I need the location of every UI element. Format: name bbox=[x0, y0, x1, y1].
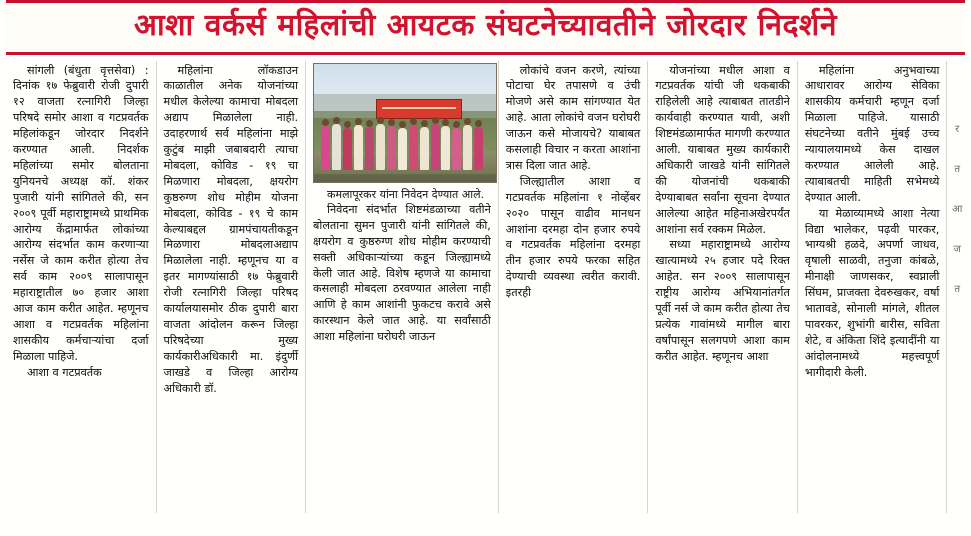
paragraph: महिलांना अनुभवाच्या आधारावर आरोग्य सेविका शासकीय कर्मचारी म्हणून दर्जा मिळाला पाहिजे. यासाठी संघटनेच्या वतीने मुंबई उच्च न्यायालयामध्ये केस दाखल करण्यात आलेली आहे. त्याबाबतची माहिती सभेमध्ये देण्यात आली. bbox=[804, 63, 940, 204]
article-column-5 bbox=[647, 61, 797, 513]
crowd-group bbox=[314, 104, 496, 170]
headline-banner bbox=[6, 0, 965, 55]
article-column-2 bbox=[156, 61, 306, 513]
paragraph: महिलांना लॉकडाउन काळातील अनेक योजनांच्या मधील केलेल्या कामाचा मोबदला अद्याप मिळालेला नाही. उदाहरणार्थ सर्व महिलांना माझे कुटुंब माझी जबाबदारी त्याचा मोबदला, कोविड - १९ चा मिळणारा मोबदला, क्षयरोग कुष्ठरुग्ण शोध मोहीम योजना मोबदला, कोविड - १९ चे काम केल्याबद्दल ग्रामपंचायतीकडून मिळणारा मोबदलाअद्याप मिळालेला नाही. म्हणूनच या व इतर मागण्यांसाठी १७ फेब्रुवारी रोजी रत्नागिरी जिल्हा परिषद कार्यालयासमोर ठीक दुपारी बारा वाजता आंदोलन करून जिल्हा परिषदेच्या मुख्य कार्यकारीअधिकारी मा. इंदुर्णी जाखडे व जिल्हा आरोग्य अधिकारी डॉ. bbox=[163, 63, 299, 395]
edge-char: त bbox=[954, 283, 961, 295]
paragraph: योजनांच्या मधील आशा व गटप्रवर्तक यांची जी थकबाकी राहिलेली आहे त्याबाबत तातडीने कार्यवाही करण्यात यावी, अशी शिष्टमंडळामार्फत मागणी करण्यात आली. याबाबत मुख्य कार्यकारी अधिकारी जाखडे यांनी सांगितले की योजनांची थकबाकी देण्याबाबत सर्वांना सूचना देण्यात आलेल्या आहेत महिनाअखेरपर्यंत आशांना सर्व रक्कम मिळेल. bbox=[655, 63, 790, 236]
edge-char: ज bbox=[953, 243, 961, 255]
paragraph: सध्या महाराष्ट्रामध्ये आरोग्य खात्यामध्ये २५ हजार पदे रिक्त आहेत. सन २००९ सालापासून राष्ट्रीय आरोग्य अभियानांतर्गत पूर्वी नर्स जे काम करीत होत्या तेच प्रत्येक गावांमध्ये मागील बारा वर्षांपासून सलगपणे आशा काम करीत आहेत. म्हणूनच आशा bbox=[655, 238, 790, 363]
edge-char: त bbox=[954, 163, 961, 175]
paragraph: सांगली (बंधुता वृत्तसेवा) : दिनांक १७ फेब्रुवारी रोजी दुपारी १२ वाजता रत्नागिरी जिल्हा परिषदे समोर आशा व गटप्रवर्तक महिलांकडून जोरदार निदर्शने करण्यात आली. निदर्शक महिलांच्या समोर बोलताना युनियनचे अध्यक्ष कॉ. शंकर पुजारी यांनी सांगितले की, सन २००९ पूर्वी महाराष्ट्रामध्ये प्राथमिक आरोग्य केंद्रामार्फत लोकांच्या आरोग्य संदर्भात काम करणाऱ्या नर्सेस जे काम करीत होत्या तेच सर्व काम २००९ सालापासून महाराष्ट्रातील ७० हजार आशा आज काम करीत आहेत. म्हणूनच आशा व गटप्रवर्तक महिलांना शासकीय कर्मचाऱ्यांचा दर्जा मिळाला पाहिजे. bbox=[13, 63, 149, 363]
page-title: आशा वर्कर्स महिलांची आयटक संघटनेच्यावतीने जोरदार निदर्शने bbox=[134, 8, 837, 43]
edge-char: आ bbox=[952, 203, 963, 215]
paragraph: निवेदना संदर्भात शिष्टमंडळाच्या वतीने बोलताना सुमन पुजारी यांनी सांगितले की, क्षयरोग व कुष्ठरुग्ण शोध मोहीम करण्याची सक्ती अधिकाऱ्यांच्या कडून जिल्ह्यामध्ये केली जात आहे. विशेष म्हणजे या कामाचा कसलाही मोबदला ठरवण्यात आलेला नाही आणि हे काम आशांनी फुकटच करावे असे कारस्थान केले जात आहे. या सर्वांसाठी आशा महिलांना घरोघरी जाऊन bbox=[313, 202, 491, 344]
photo-shadow bbox=[314, 174, 496, 182]
article-column-1 bbox=[6, 61, 156, 513]
news-photo bbox=[313, 63, 497, 183]
article-column-4 bbox=[498, 61, 648, 513]
paragraph: जिल्ह्यातील आशा व गटप्रवर्तक महिलांना १ नोव्हेंबर २०२० पासून वाढीव मानधन आशांना दरमहा दोन हजार रुपये व गटप्रवर्तक महिलांना दरमहा तीन हजार रुपये फरका सहित देण्याची व्यवस्था त्वरीत करावी. इतरही bbox=[505, 174, 641, 300]
page-edge-strip bbox=[946, 61, 967, 513]
photo-caption: कमलापूरकर यांना निवेदन देण्यात आले. bbox=[327, 187, 485, 201]
article-column-6 bbox=[797, 61, 947, 513]
paragraph: या मेळाव्यामध्ये आशा नेत्या विद्या भालेकर, पढ़वी पारकर, भाग्यश्री हळदे, अपर्णा जाधव, वृषाली साळवी, तनुजा कांबळे, मीनाक्षी जाणसकर, स्वप्नाली सिंघम, प्राजक्ता देवरुखकर, वर्षा भातावडे, सोनाली मांगले, शीतल पावरकर, शुभांगी बारीस, सविता शेटे, व अंकिता शिंदे इत्यादींनी या आंदोलनामध्ये महत्त्वपूर्ण भागीदारी केली. bbox=[804, 206, 940, 379]
article-column-3 bbox=[305, 61, 498, 513]
article-body bbox=[6, 61, 967, 513]
paragraph: आशा व गटप्रवर्तक bbox=[27, 365, 102, 379]
paragraph: लोकांचे वजन करणे, त्यांच्या पोटाचा घेर तपासणे व उंची मोजणे असे काम सांगण्यात येत आहे. आता लोकांचे वजन घरोघरी जाऊन कसे मोजायचे? याबाबत कसलाही विचार न करता आशांना त्रास दिला जात आहे. bbox=[505, 63, 641, 172]
edge-char: र bbox=[955, 123, 960, 135]
